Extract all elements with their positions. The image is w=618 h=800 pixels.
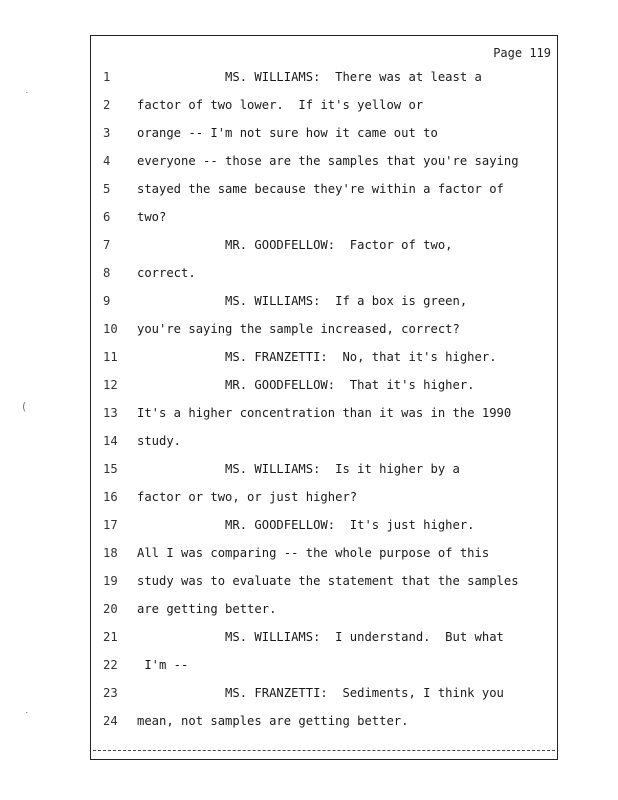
line-text: It's a higher concentration than it was in the 1990 <box>137 406 512 420</box>
line-number: 24 <box>103 714 118 728</box>
transcript-line <box>91 490 559 510</box>
line-text: I'm -- <box>137 658 189 672</box>
line-text: MS. WILLIAMS: There was at least a <box>137 70 482 84</box>
line-number: 16 <box>103 490 118 504</box>
line-number: 6 <box>103 210 111 224</box>
line-text: study. <box>137 434 182 448</box>
line-number: 10 <box>103 322 118 336</box>
line-text: All I was comparing -- the whole purpose of this <box>137 546 490 560</box>
margin-scan-mark: ˙ <box>24 90 30 103</box>
line-text: study was to evaluate the statement that the samples <box>137 574 519 588</box>
line-text: MS. WILLIAMS: I understand. But what <box>137 630 504 644</box>
line-text: orange -- I'm not sure how it came out to <box>137 126 438 140</box>
transcript-line <box>91 266 559 286</box>
transcript-line <box>91 434 559 454</box>
line-text: two? <box>137 210 167 224</box>
line-text: MS. FRANZETTI: Sediments, I think you <box>137 686 504 700</box>
page-number-header: Page 119 <box>493 46 551 60</box>
line-number: 11 <box>103 350 118 364</box>
transcript-line <box>91 602 559 622</box>
transcript-line <box>91 126 559 146</box>
transcript-line <box>91 98 559 118</box>
line-text: are getting better. <box>137 602 277 616</box>
transcript-line <box>91 182 559 202</box>
line-text: factor of two lower. If it's yellow or <box>137 98 424 112</box>
line-number: 8 <box>103 266 111 280</box>
line-number: 7 <box>103 238 111 252</box>
margin-scan-mark: ˙ <box>24 710 30 723</box>
transcript-line <box>91 462 559 482</box>
line-number: 18 <box>103 546 118 560</box>
margin-scan-mark: ( <box>22 400 27 413</box>
transcript-line <box>91 322 559 342</box>
transcript-line <box>91 70 559 90</box>
line-text: MR. GOODFELLOW: It's just higher. <box>137 518 475 532</box>
line-text: factor or two, or just higher? <box>137 490 358 504</box>
line-number: 20 <box>103 602 118 616</box>
line-number: 3 <box>103 126 111 140</box>
line-number: 17 <box>103 518 118 532</box>
line-text: MR. GOODFELLOW: Factor of two, <box>137 238 453 252</box>
line-text: MS. WILLIAMS: If a box is green, <box>137 294 468 308</box>
transcript-line <box>91 518 559 538</box>
transcript-line <box>91 210 559 230</box>
line-number: 13 <box>103 406 118 420</box>
transcript-line <box>91 686 559 706</box>
line-text: correct. <box>137 266 196 280</box>
line-text: everyone -- those are the samples that you're saying <box>137 154 519 168</box>
transcript-line <box>91 546 559 566</box>
line-text: you're saying the sample increased, correct? <box>137 322 460 336</box>
line-text: mean, not samples are getting better. <box>137 714 409 728</box>
transcript-line <box>91 350 559 370</box>
line-number: 19 <box>103 574 118 588</box>
line-number: 9 <box>103 294 111 308</box>
line-number: 23 <box>103 686 118 700</box>
line-text: MR. GOODFELLOW: That it's higher. <box>137 378 475 392</box>
line-number: 14 <box>103 434 118 448</box>
transcript-line <box>91 658 559 678</box>
line-number: 2 <box>103 98 111 112</box>
transcript-line <box>91 294 559 314</box>
transcript-page <box>90 35 558 760</box>
line-text: MS. FRANZETTI: No, that it's higher. <box>137 350 497 364</box>
footer-rule <box>93 750 555 751</box>
line-number: 5 <box>103 182 111 196</box>
transcript-line <box>91 154 559 174</box>
transcript-line <box>91 574 559 594</box>
line-number: 21 <box>103 630 118 644</box>
transcript-line <box>91 714 559 734</box>
transcript-line <box>91 238 559 258</box>
line-number: 1 <box>103 70 111 84</box>
transcript-line <box>91 630 559 650</box>
line-number: 12 <box>103 378 118 392</box>
line-number: 22 <box>103 658 118 672</box>
line-number: 4 <box>103 154 111 168</box>
line-text: stayed the same because they're within a factor of <box>137 182 504 196</box>
line-text: MS. WILLIAMS: Is it higher by a <box>137 462 460 476</box>
transcript-line <box>91 406 559 426</box>
transcript-line <box>91 378 559 398</box>
line-number: 15 <box>103 462 118 476</box>
